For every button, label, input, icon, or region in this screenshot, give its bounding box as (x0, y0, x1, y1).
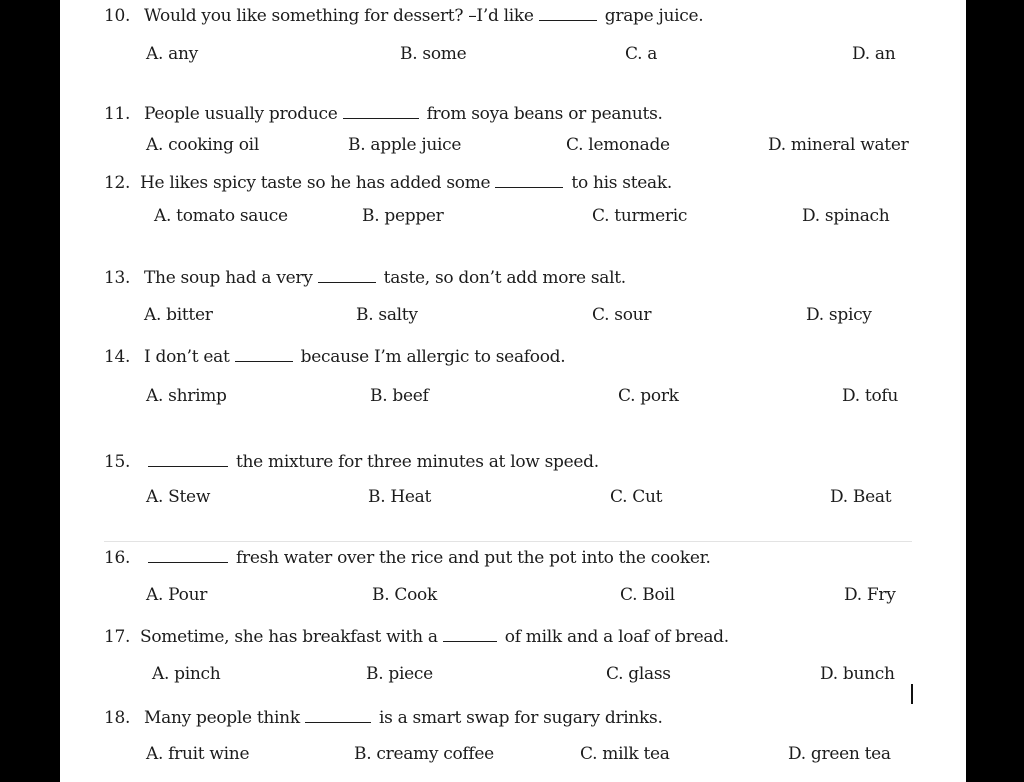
answer-option-d: D. bunch (820, 664, 895, 684)
answer-option-c: C. milk tea (580, 744, 670, 764)
question-text-before: Would you like something for dessert? –I’d like (144, 6, 534, 26)
answer-option-c: C. pork (618, 386, 679, 406)
answer-option-d: D. green tea (788, 744, 891, 764)
question-text-after: of milk and a loaf of bread. (504, 627, 729, 647)
question-text-before: Sometime, she has breakfast with a (140, 627, 438, 647)
answer-option-c: C. glass (606, 664, 671, 684)
answer-option-b: B. Cook (372, 585, 437, 605)
answer-blank (148, 548, 228, 563)
question-number: 18. (104, 708, 131, 728)
answer-option-c: C. Boil (620, 585, 675, 605)
question-text-after: grape juice. (604, 6, 704, 26)
question-number: 15. (104, 452, 131, 472)
question-text-before: He likes spicy taste so he has added some (140, 173, 491, 193)
answer-option-d: D. an (852, 44, 896, 64)
answer-option-b: B. piece (366, 664, 433, 684)
question-stem (104, 347, 565, 367)
answer-option-d: D. Fry (844, 585, 896, 605)
answer-option-d: D. spicy (806, 305, 872, 325)
answer-option-d: D. spinach (802, 206, 890, 226)
question-stem (104, 548, 711, 568)
answer-blank (495, 173, 563, 188)
answer-option-a: A. cooking oil (146, 135, 259, 155)
question-number: 16. (104, 548, 131, 568)
question-stem (104, 6, 703, 26)
answer-blank (235, 347, 293, 362)
answer-option-a: A. pinch (152, 664, 221, 684)
answer-option-c: C. a (625, 44, 658, 64)
question-stem (104, 173, 672, 193)
answer-option-a: A. bitter (144, 305, 213, 325)
answer-option-a: A. fruit wine (146, 744, 250, 764)
answer-option-c: C. lemonade (566, 135, 670, 155)
answer-option-b: B. some (400, 44, 467, 64)
question-number: 11. (104, 104, 131, 124)
answer-blank (318, 268, 376, 283)
question-number: 17. (104, 627, 131, 647)
answer-option-a: A. Pour (146, 585, 208, 605)
question-text-after: from soya beans or peanuts. (426, 104, 663, 124)
answer-option-b: B. apple juice (348, 135, 462, 155)
answer-option-d: D. tofu (842, 386, 899, 406)
text-cursor (911, 684, 913, 704)
question-text-after: the mixture for three minutes at low speed. (236, 452, 599, 472)
answer-blank (148, 452, 228, 467)
answer-option-a: A. Stew (146, 487, 211, 507)
answer-option-b: B. Heat (368, 487, 432, 507)
answer-option-a: A. shrimp (146, 386, 227, 406)
question-stem (104, 268, 626, 288)
question-number: 14. (104, 347, 131, 367)
question-text-after: fresh water over the rice and put the pot into the cooker. (236, 548, 711, 568)
answer-option-d: D. Beat (830, 487, 892, 507)
question-text-after: taste, so don’t add more salt. (383, 268, 626, 288)
answer-option-a: A. any (146, 44, 198, 64)
question-number: 10. (104, 6, 131, 26)
answer-blank (305, 708, 371, 723)
question-text-before: People usually produce (144, 104, 338, 124)
answer-option-b: B. creamy coffee (354, 744, 494, 764)
divider (104, 541, 912, 542)
answer-blank (539, 6, 597, 21)
question-text-after: is a smart swap for sugary drinks. (378, 708, 663, 728)
answer-option-a: A. tomato sauce (154, 206, 288, 226)
question-stem (104, 104, 663, 124)
question-number: 13. (104, 268, 131, 288)
answer-option-b: B. beef (370, 386, 429, 406)
answer-blank (443, 627, 497, 642)
question-text-before: I don’t eat (144, 347, 230, 367)
question-stem (104, 708, 663, 728)
answer-option-d: D. mineral water (768, 135, 909, 155)
question-text-after: to his steak. (571, 173, 672, 193)
answer-option-b: B. salty (356, 305, 418, 325)
answer-option-c: C. Cut (610, 487, 663, 507)
answer-blank (343, 104, 419, 119)
question-number: 12. (104, 173, 131, 193)
answer-option-b: B. pepper (362, 206, 444, 226)
question-text-before: The soup had a very (144, 268, 313, 288)
answer-option-c: C. turmeric (592, 206, 688, 226)
question-text-after: because I’m allergic to seafood. (300, 347, 566, 367)
question-stem (104, 452, 599, 472)
question-text-before: Many people think (144, 708, 300, 728)
question-stem (104, 627, 729, 647)
answer-option-c: C. sour (592, 305, 652, 325)
